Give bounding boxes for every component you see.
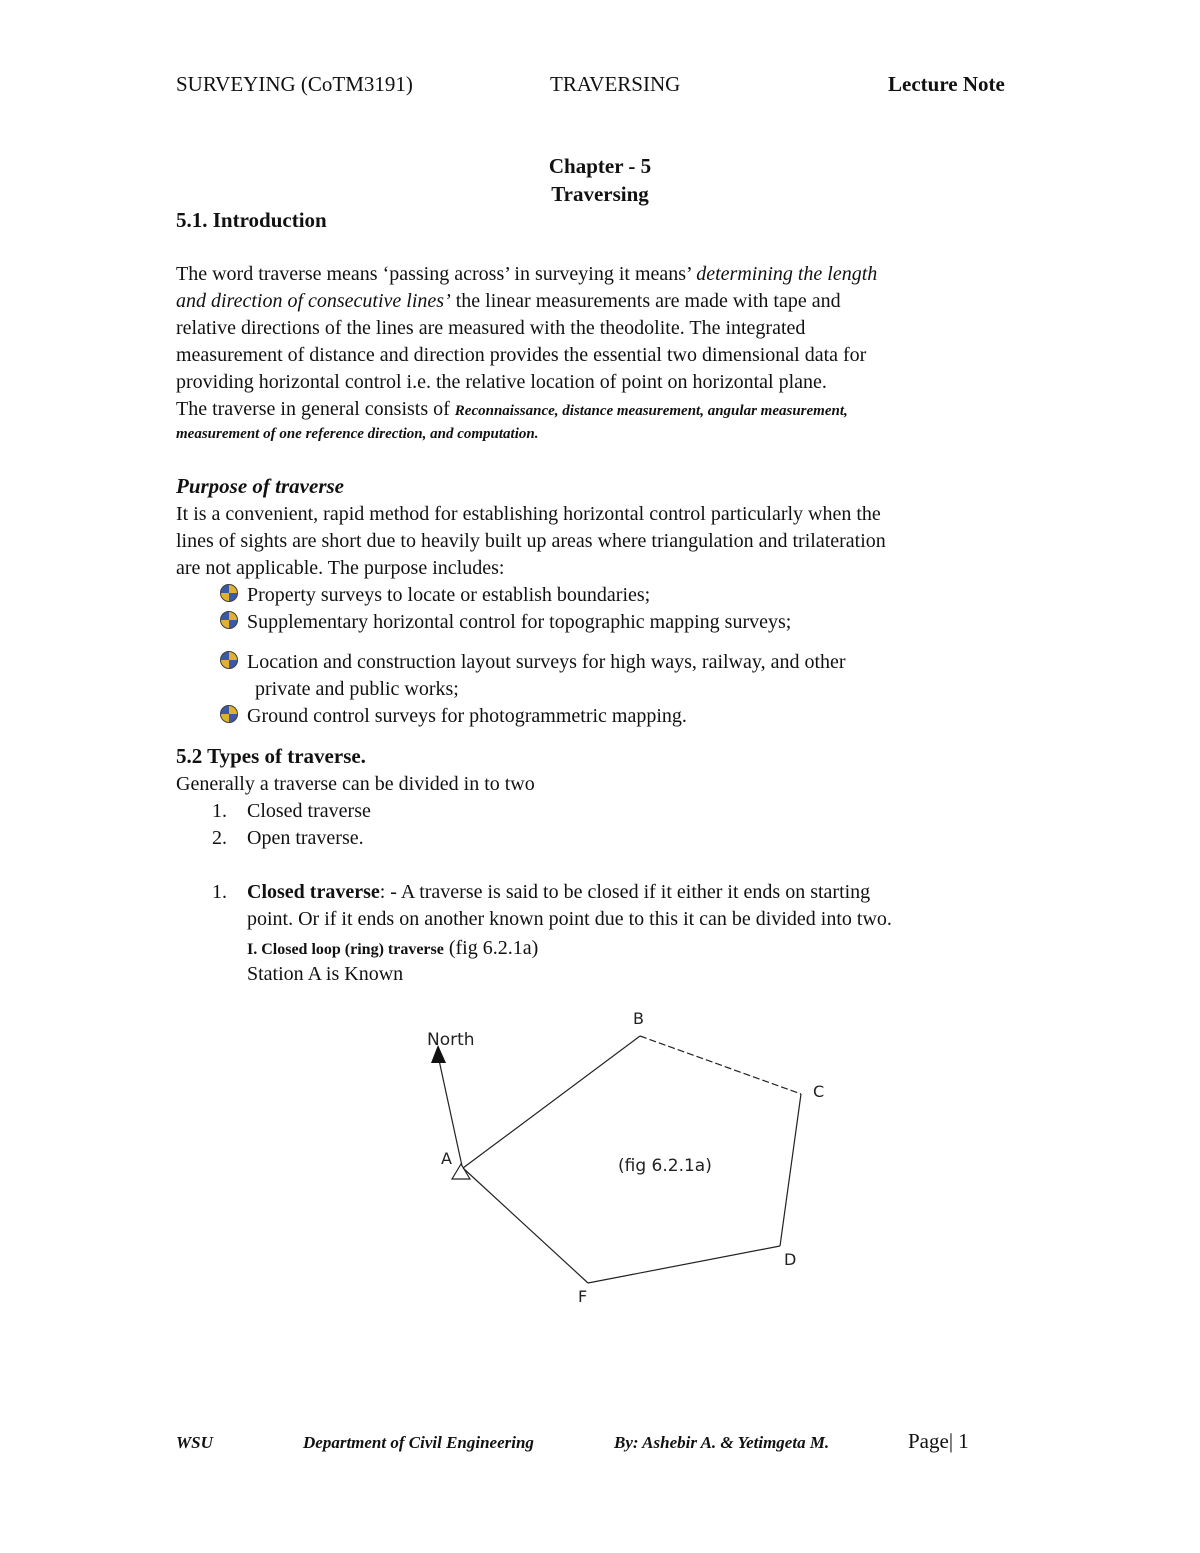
- intro-paragraph-line4: measurement of distance and direction provides the essential two dimensional data for: [176, 344, 867, 366]
- header-note-type: Lecture Note: [888, 72, 1005, 96]
- station-known-note: Station A is Known: [247, 963, 404, 985]
- station-label-d: D: [784, 1250, 797, 1269]
- closed-loop-figref: (fig 6.2.1a): [443, 937, 539, 959]
- chapter-title: Traversing: [551, 182, 649, 206]
- footer-page-number: Page| 1: [908, 1429, 969, 1453]
- traverse-line-df: [588, 1246, 780, 1283]
- header-topic: TRAVERSING: [550, 72, 681, 96]
- purpose-line1: It is a convenient, rapid method for establishing horizontal control particularly when the: [176, 503, 881, 525]
- types-list-number: 1.: [212, 800, 227, 822]
- station-label-f: F: [578, 1287, 588, 1306]
- closed-traverse-text: : - A traverse is said to be closed if it either it ends on starting: [379, 881, 871, 903]
- closed-traverse-definition-line2: point. Or if it ends on another known point due to this it can be divided into two.: [247, 908, 892, 930]
- traverse-line-fa: [463, 1168, 588, 1283]
- purpose-bullet-2: Supplementary horizontal control for topographic mapping surveys;: [247, 611, 792, 633]
- traverse-line-ab: [463, 1036, 640, 1168]
- chapter-number: Chapter - 5: [548, 154, 652, 178]
- footer-org: WSU: [176, 1433, 213, 1452]
- purpose-bullet-1: Property surveys to locate or establish boundaries;: [247, 584, 651, 606]
- purpose-bullet-3-continuation: private and public works;: [255, 678, 459, 700]
- intro-emphasis: determining the length: [696, 263, 878, 285]
- station-label-c: C: [813, 1082, 825, 1101]
- intro-text: the linear measurements are made with tape and: [450, 290, 841, 312]
- intro-emphasis: and direction of consecutive lines’: [176, 290, 451, 312]
- station-label-b: B: [633, 1009, 644, 1028]
- purpose-bullet-3: Location and construction layout surveys for high ways, railway, and other: [247, 651, 846, 673]
- traverse-line-cd: [780, 1094, 801, 1246]
- intro-paragraph-line3: relative directions of the lines are measured with the theodolite. The integrated: [176, 317, 806, 339]
- intro-text: The word traverse means ‘passing across’ in surveying it means’: [176, 263, 697, 285]
- footer-department: Department of Civil Engineering: [303, 1433, 534, 1452]
- types-list-item: Open traverse.: [247, 827, 364, 849]
- footer-authors: By: Ashebir A. & Yetimgeta M.: [614, 1433, 830, 1452]
- header-course: SURVEYING (CoTM3191): [176, 72, 413, 96]
- traverse-line-bc: [640, 1036, 801, 1094]
- closed-traverse-number: 1.: [212, 881, 227, 903]
- intro-paragraph2-line2: measurement of one reference direction, and computation.: [176, 426, 539, 442]
- closed-traverse-term: Closed traverse: [247, 881, 380, 903]
- types-list-number: 2.: [212, 827, 227, 849]
- north-label: North: [427, 1030, 475, 1050]
- station-label-a: A: [441, 1149, 452, 1168]
- intro-text: The traverse in general consists of: [176, 398, 455, 420]
- purpose-line3: are not applicable. The purpose includes:: [176, 557, 505, 579]
- types-list-item: Closed traverse: [247, 800, 371, 822]
- figure-caption: (fig 6.2.1a): [618, 1156, 712, 1176]
- purpose-line2: lines of sights are short due to heavily built up areas where triangulation and trilateration: [176, 530, 886, 552]
- closed-loop-title: I. Closed loop (ring) traverse: [247, 941, 444, 958]
- intro-paragraph-line5: providing horizontal control i.e. the relative location of point on horizontal plane.: [176, 371, 827, 393]
- types-intro: Generally a traverse can be divided in to two: [176, 773, 535, 795]
- purpose-heading: Purpose of traverse: [176, 474, 344, 498]
- purpose-bullet-4: Ground control surveys for photogrammetric mapping.: [247, 705, 687, 727]
- section-heading-intro: 5.1. Introduction: [176, 208, 327, 232]
- intro-components: Reconnaissance, distance measurement, angular measurement,: [454, 403, 848, 419]
- section-heading-types: 5.2 Types of traverse.: [176, 744, 366, 768]
